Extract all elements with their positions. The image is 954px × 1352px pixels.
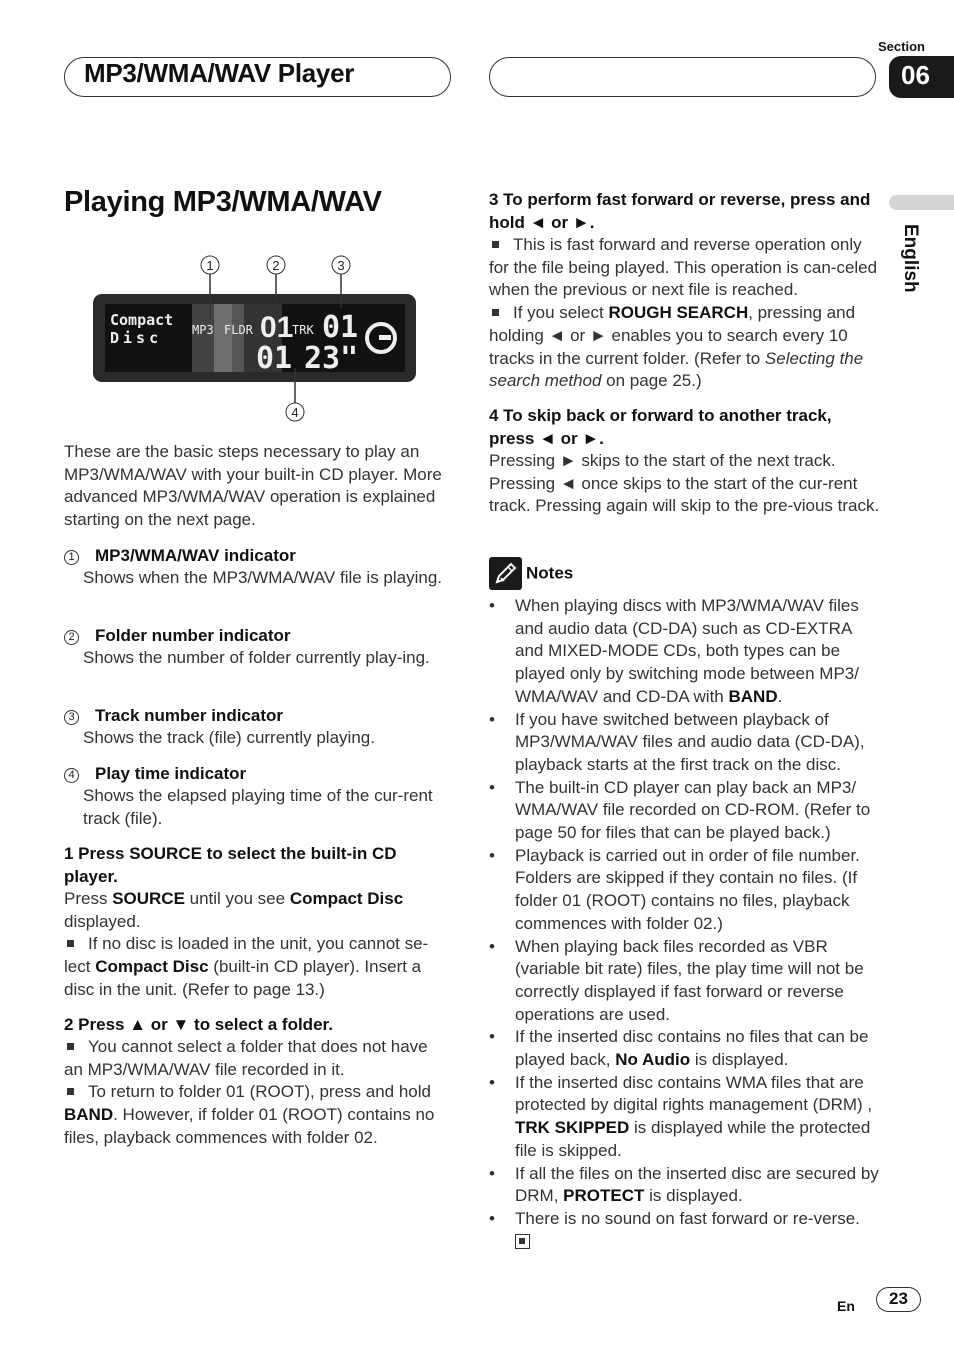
display-mp3-indicator: MP3	[192, 323, 214, 337]
language-tab-marker	[889, 195, 954, 210]
display-trk-indicator: TRK	[292, 323, 314, 337]
item-body: Shows the number of folder currently play-ing.	[83, 648, 430, 667]
head-unit-display-illustration	[64, 250, 450, 430]
notes-title: Notes	[526, 563, 574, 583]
step-4-body: Pressing ► skips to the start of the next track. Pressing ◄ once skips to the start of the cur-rent track. Pressing again will skip to the pre-vious track.	[489, 451, 880, 516]
step-4	[489, 404, 881, 518]
item-title: Play time indicator	[95, 764, 247, 783]
display-track-number: 01	[322, 310, 359, 345]
step-1-heading: 1 Press SOURCE to select the built-in CD player.	[64, 844, 397, 886]
step-3-note-2: If you select ROUGH SEARCH, pressing and holding ◄ or ► enables you to search every 10 tracks in the current folder. (Refer to Selecting the search method on page 25.)	[489, 303, 864, 391]
step-2	[64, 1013, 450, 1150]
item-body: Shows the elapsed playing time of the cur-rent track (file).	[83, 786, 433, 828]
list-item: • If you have switched between playback of MP3/WMA/WAV files and audio data (CD-DA), playback starts at the first track on the disc.	[489, 709, 879, 777]
step-2-note-1: You cannot select a folder that does not have an MP3/WMA/WAV file recorded in it.	[64, 1037, 428, 1079]
display-fldr-indicator: FLDR	[224, 323, 253, 337]
notes-list	[489, 595, 879, 1253]
step-3	[489, 188, 881, 393]
item-body: Shows the track (file) currently playing.	[83, 728, 375, 747]
step-3-heading: 3 To perform fast forward or reverse, press and hold ◄ or ►.	[489, 190, 871, 232]
display-line1: Compact	[110, 311, 174, 329]
list-item: • Playback is carried out in order of file number. Folders are skipped if they contain no files. (If folder 01 (ROOT) contains no files, playback commences with folder 02.)	[489, 845, 879, 936]
section-number-badge: 06	[889, 56, 954, 98]
pencil-notes-icon	[489, 557, 522, 590]
list-item: • There is no sound on fast forward or re-verse.	[489, 1208, 879, 1253]
indicator-item-3	[64, 704, 450, 750]
step-4-heading: 4 To skip back or forward to another track, press ◄ or ►.	[489, 406, 832, 448]
footer-language: En	[837, 1298, 855, 1314]
list-item: • When playing discs with MP3/WMA/WAV files and audio data (CD-DA) such as CD-EXTRA and MIXED-MODE CDs, both types can be played only by switching mode between MP3/ WMA/WAV and CD-DA with BAND.	[489, 595, 879, 709]
language-label: English	[900, 224, 921, 293]
item-title: Track number indicator	[95, 706, 283, 725]
header-title: MP3/WMA/WAV Player	[84, 58, 355, 88]
intro-paragraph: These are the basic steps necessary to play an MP3/WMA/WAV with your built-in CD player. More advanced MP3/WMA/WAV operation is explained starting on the next page.	[64, 442, 442, 530]
list-item: • If the inserted disc contains WMA files that are protected by digital rights management (DRM) , TRK SKIPPED is displayed while the protected file is skipped.	[489, 1072, 879, 1163]
notes-header	[489, 557, 881, 590]
step-1-body: Press SOURCE until you see Compact Disc displayed.	[64, 889, 404, 931]
callout-1-label: 1	[206, 258, 214, 273]
item-number-4: 4	[64, 768, 79, 783]
indicator-item-4	[64, 762, 450, 830]
display-line2: Disc	[110, 329, 163, 347]
list-item: • If the inserted disc contains no files that can be played back, No Audio is displayed.	[489, 1026, 879, 1071]
item-number-3: 3	[64, 710, 79, 725]
item-body: Shows when the MP3/WMA/WAV file is playing.	[83, 568, 443, 587]
item-title: MP3/WMA/WAV indicator	[95, 546, 296, 565]
list-item: • If all the files on the inserted disc are secured by DRM, PROTECT is displayed.	[489, 1163, 879, 1208]
step-2-note-2: To return to folder 01 (ROOT), press and hold BAND. However, if folder 01 (ROOT) contains no files, playback commences with folder 02.	[64, 1082, 435, 1147]
square-bullet-icon	[492, 309, 499, 316]
square-bullet-icon	[67, 1088, 74, 1095]
callout-4-label: 4	[291, 405, 299, 420]
step-1-note: If no disc is loaded in the unit, you cannot se-lect Compact Disc (built-in CD player). Insert a disc in the unit. (Refer to page 13.)	[64, 934, 429, 999]
step-1	[64, 842, 450, 1002]
square-bullet-icon	[67, 940, 74, 947]
display-time-seconds: 23"	[304, 341, 359, 376]
page-number: 23	[876, 1287, 921, 1312]
indicator-item-1	[64, 544, 450, 590]
callout-3-label: 3	[337, 258, 345, 273]
section-label: Section	[878, 39, 925, 54]
page-title: Playing MP3/WMA/WAV	[64, 186, 382, 218]
end-mark-icon	[515, 1234, 530, 1249]
list-item: • When playing back files recorded as VBR (variable bit rate) files, the play time will not be correctly displayed if fast forward or reverse operations are used.	[489, 936, 879, 1027]
item-number-1: 1	[64, 550, 79, 565]
step-3-note-1: This is fast forward and reverse operation only for the file being played. This operation is can-celed when the previous or next file is reached.	[489, 235, 878, 300]
item-title: Folder number indicator	[95, 626, 291, 645]
header-blank-frame	[489, 57, 876, 97]
display-time-minutes: 01	[256, 341, 293, 376]
list-item: • The built-in CD player can play back an MP3/ WMA/WAV file recorded on CD-ROM. (Refer to page 50 for files that can be played back.)	[489, 777, 879, 845]
square-bullet-icon	[67, 1043, 74, 1050]
item-number-2: 2	[64, 630, 79, 645]
display-folder-number: 01	[260, 311, 294, 344]
callout-2-label: 2	[272, 258, 280, 273]
indicator-item-2	[64, 624, 450, 670]
square-bullet-icon	[492, 241, 499, 248]
step-2-heading: 2 Press ▲ or ▼ to select a folder.	[64, 1015, 333, 1034]
